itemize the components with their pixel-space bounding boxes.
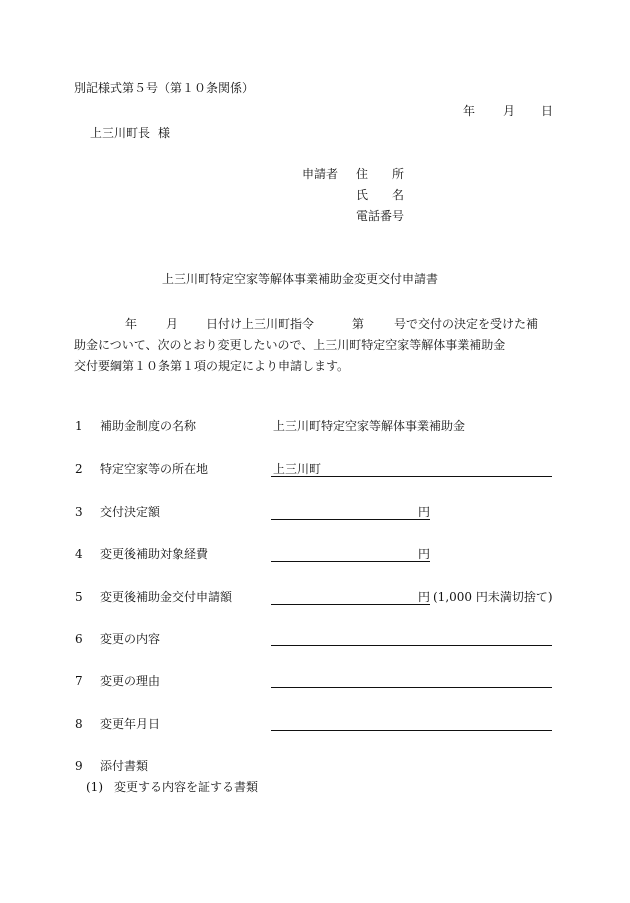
addressee-honorific: 様 xyxy=(158,126,171,140)
item-number: 1 xyxy=(75,419,83,433)
fill-in-line[interactable] xyxy=(271,645,552,646)
date-year-label: 年 xyxy=(463,104,476,118)
address-label-part1: 住 xyxy=(356,167,369,181)
item-number: 7 xyxy=(75,674,83,688)
item-label: 特定空家等の所在地 xyxy=(100,462,209,476)
yen-unit: 円 xyxy=(418,505,431,519)
item-value: 上三川町 xyxy=(273,462,322,476)
item-value: 上三川町特定空家等解体事業補助金 xyxy=(273,419,466,433)
rounding-note: (1,000 円未満切捨て) xyxy=(433,590,553,604)
item-label: 変更の内容 xyxy=(100,632,161,646)
fill-in-line[interactable] xyxy=(271,604,430,605)
item-number: 3 xyxy=(75,505,83,519)
fill-in-line[interactable] xyxy=(271,687,552,688)
yen-unit: 円 xyxy=(418,590,431,604)
name-label-part1: 氏 xyxy=(356,188,369,202)
body-number-prefix: 第 xyxy=(352,317,365,331)
item-label: 交付決定額 xyxy=(100,505,161,519)
body-line3: 交付要綱第１０条第１項の規定により申請します。 xyxy=(74,359,350,373)
fill-in-line[interactable] xyxy=(271,476,552,477)
phone-label: 電話番号 xyxy=(356,209,405,223)
item-label: 添付書類 xyxy=(100,759,149,773)
item-number: 2 xyxy=(75,462,83,476)
item-label: 補助金制度の名称 xyxy=(100,419,197,433)
body-year: 年 xyxy=(125,317,138,331)
date-month-label: 月 xyxy=(503,104,516,118)
name-label-part2: 名 xyxy=(392,188,405,202)
body-date-directive: 日付け上三川町指令 xyxy=(206,317,315,331)
item-label: 変更の理由 xyxy=(100,674,161,688)
address-label-part2: 所 xyxy=(392,167,405,181)
fill-in-line[interactable] xyxy=(271,561,430,562)
fill-in-line[interactable] xyxy=(271,730,552,731)
item-number: 5 xyxy=(75,590,83,604)
item-label: 変更年月日 xyxy=(100,717,161,731)
yen-unit: 円 xyxy=(418,547,431,561)
item-number: 8 xyxy=(75,717,83,731)
body-line2: 助金について、次のとおり変更したいので、上三川町特定空家等解体事業補助金 xyxy=(74,338,506,352)
fill-in-line[interactable] xyxy=(271,519,430,520)
document-title: 上三川町特定空家等解体事業補助金変更交付申請書 xyxy=(162,272,439,286)
item-number: 9 xyxy=(75,759,83,773)
body-line1-end: 号で交付の決定を受けた補 xyxy=(394,317,539,331)
attachment-marker: (1) xyxy=(86,780,103,794)
form-number: 別記様式第５号（第１０条関係） xyxy=(74,81,255,95)
applicant-label: 申請者 xyxy=(302,167,339,181)
item-number: 4 xyxy=(75,547,83,561)
date-day-label: 日 xyxy=(541,104,554,118)
body-month: 月 xyxy=(166,317,179,331)
addressee: 上三川町長 xyxy=(90,126,151,140)
attachment-text: 変更する内容を証する書類 xyxy=(114,780,259,794)
item-number: 6 xyxy=(75,632,83,646)
item-label: 変更後補助対象経費 xyxy=(100,547,209,561)
item-label: 変更後補助金交付申請額 xyxy=(100,590,233,604)
